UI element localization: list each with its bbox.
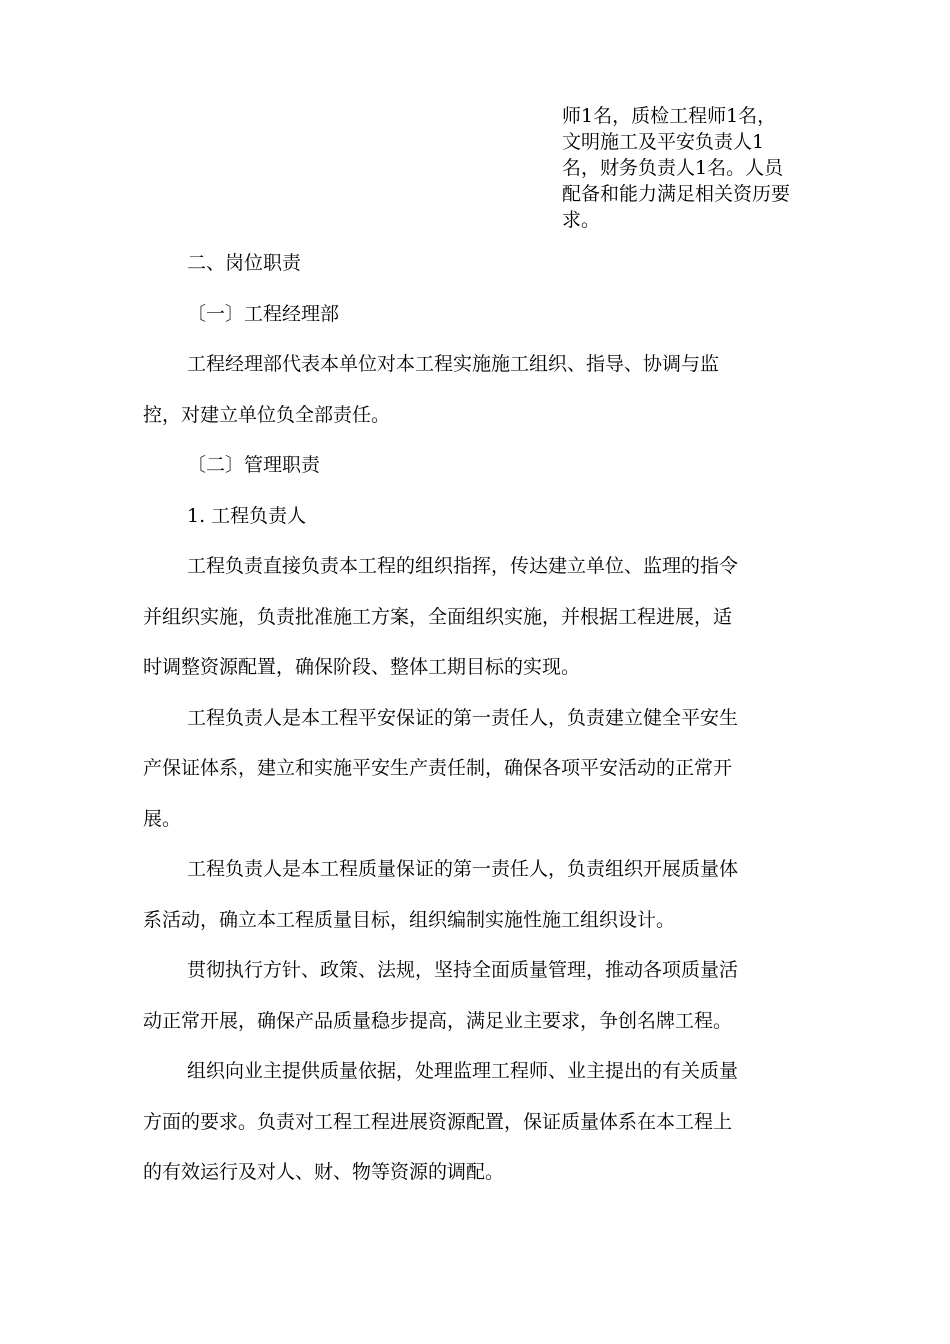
list-item-heading: 1. 工程负责人 <box>187 504 307 527</box>
paragraph-line: 的有效运行及对人、财、物等资源的调配。 <box>143 1161 505 1183</box>
table-cell-line: 师1名，质检工程师1名， <box>562 105 777 127</box>
paragraph-project-dept <box>143 339 825 440</box>
paragraph-5 <box>143 1046 825 1198</box>
subsection-heading-1: 〔一〕工程经理部 <box>187 302 340 325</box>
paragraph-line: 控，对建立单位负全部责任。 <box>143 403 391 426</box>
section-heading: 二、岗位职责 <box>187 252 302 274</box>
document-body <box>143 238 825 1198</box>
table-cell-line: 求。 <box>562 209 601 231</box>
paragraph-4 <box>143 945 825 1046</box>
paragraph-line: 组织向业主提供质量依据，处理监理工程师、业主提出的有关质量 <box>187 1060 739 1082</box>
table-cell-line: 名，财务负责人1名。人员 <box>562 157 784 179</box>
paragraph-line: 工程负责人是本工程质量保证的第一责任人，负责组织开展质量体 <box>187 858 739 880</box>
paragraph-line: 动正常开展，确保产品质量稳步提高，满足业主要求，争创名牌工程。 <box>143 1009 733 1032</box>
paragraph-line: 系活动，确立本工程质量目标，组织编制实施性施工组织设计。 <box>143 908 676 931</box>
paragraph-line: 方面的要求。负责对工程工程进展资源配置，保证质量体系在本工程上 <box>143 1110 733 1133</box>
table-cell-text <box>562 103 824 233</box>
paragraph-line: 工程负责人是本工程平安保证的第一责任人，负责建立健全平安生 <box>187 706 739 729</box>
paragraph-line: 贯彻执行方针、政策、法规，坚持全面质量管理，推动各项质量活 <box>187 959 739 981</box>
paragraph-line: 展。 <box>143 807 182 830</box>
subsection-heading-2: 〔二〕管理职责 <box>187 454 321 476</box>
paragraph-line: 时调整资源配置，确保阶段、整体工期目标的实现。 <box>143 656 581 678</box>
paragraph-line: 并组织实施，负责批准施工方案，全面组织实施，并根据工程进展，适 <box>143 605 733 628</box>
paragraph-3 <box>143 844 825 945</box>
paragraph-line: 工程负责直接负责本工程的组织指挥，传达建立单位、监理的指令 <box>187 555 739 577</box>
paragraph-line: 工程经理部代表本单位对本工程实施施工组织、指导、协调与监 <box>187 353 720 375</box>
table-cell-line: 文明施工及平安负责人1 <box>562 131 765 153</box>
paragraph-1 <box>143 541 825 693</box>
paragraph-line: 产保证体系，建立和实施平安生产责任制，确保各项平安活动的正常开 <box>143 757 733 779</box>
paragraph-2 <box>143 693 825 845</box>
table-cell-line: 配备和能力满足相关资历要 <box>562 183 791 205</box>
